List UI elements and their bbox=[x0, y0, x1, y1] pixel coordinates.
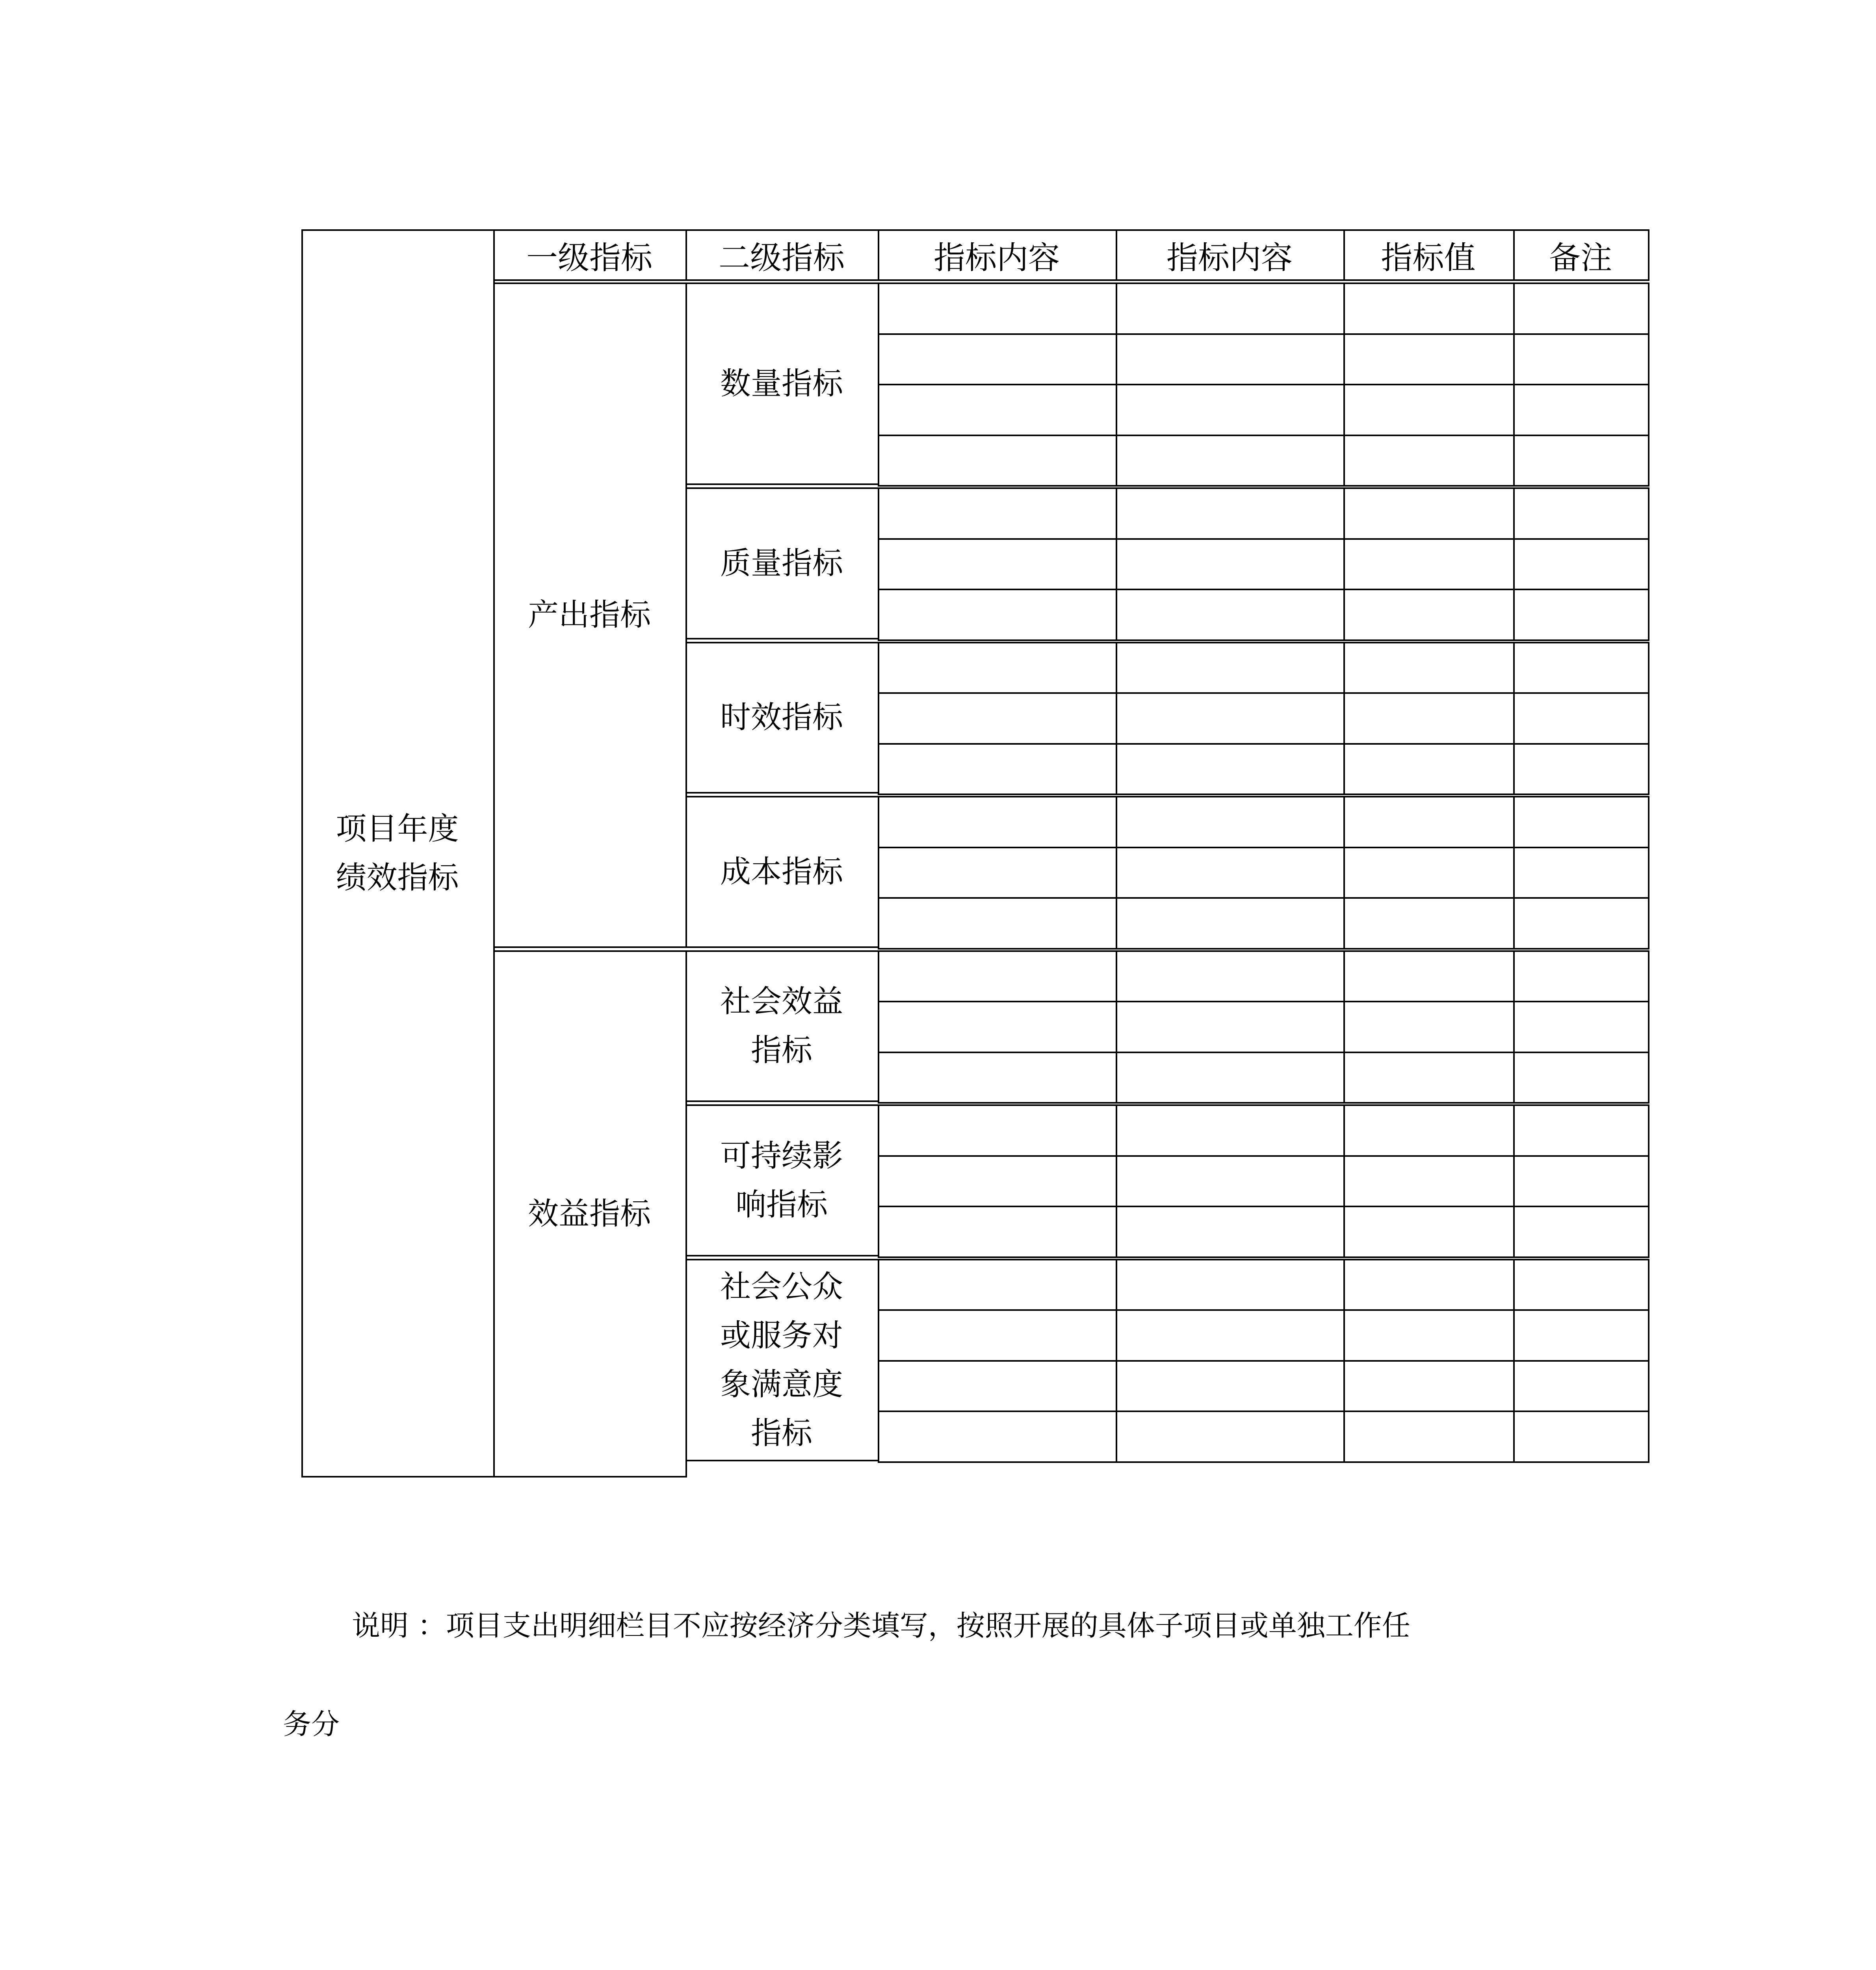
data-cell bbox=[1513, 642, 1649, 694]
data-cell bbox=[1116, 897, 1345, 950]
data-cell bbox=[1513, 950, 1649, 1003]
data-cell bbox=[1116, 589, 1345, 641]
header-level1: 一级指标 bbox=[526, 240, 652, 276]
data-cell bbox=[1116, 333, 1345, 386]
data-cell bbox=[1513, 692, 1649, 745]
data-cell bbox=[1116, 1360, 1345, 1412]
data-cell bbox=[1343, 1052, 1515, 1104]
data-cell bbox=[1116, 1259, 1345, 1311]
level2-label: 成本指标 bbox=[720, 854, 843, 890]
data-cell bbox=[1116, 384, 1345, 436]
data-cell bbox=[1116, 1052, 1345, 1104]
data-cell bbox=[878, 487, 1117, 540]
data-cell bbox=[878, 589, 1117, 641]
level2-label: 可持续影 响指标 bbox=[720, 1138, 843, 1223]
data-cell bbox=[1116, 950, 1345, 1003]
data-cell bbox=[1116, 1001, 1345, 1053]
data-cell bbox=[878, 1001, 1117, 1053]
data-cell bbox=[1343, 796, 1515, 848]
data-cell bbox=[878, 1052, 1117, 1104]
data-cell bbox=[878, 847, 1117, 899]
data-cell bbox=[1513, 1309, 1649, 1362]
data-cell bbox=[1513, 538, 1649, 591]
data-cell bbox=[1116, 692, 1345, 745]
data-cell bbox=[878, 1104, 1117, 1157]
data-cell bbox=[1343, 589, 1515, 641]
data-cell bbox=[1343, 282, 1515, 335]
data-cell bbox=[878, 1259, 1117, 1311]
data-cell bbox=[1116, 642, 1345, 694]
level1-label: 产出指标 bbox=[528, 597, 651, 633]
data-cell bbox=[1116, 743, 1345, 795]
header-remarks: 备注 bbox=[1549, 240, 1612, 276]
data-cell bbox=[1513, 487, 1649, 540]
note-line-2: 务分 bbox=[283, 1708, 340, 1741]
data-cell bbox=[1343, 743, 1515, 795]
data-cell bbox=[878, 333, 1117, 386]
data-cell bbox=[878, 1206, 1117, 1258]
data-cell bbox=[1343, 1259, 1515, 1311]
data-cell bbox=[1513, 589, 1649, 641]
data-cell bbox=[1116, 1104, 1345, 1157]
data-cell bbox=[878, 642, 1117, 694]
data-cell bbox=[878, 897, 1117, 950]
data-cell bbox=[878, 435, 1117, 487]
data-cell bbox=[1513, 1206, 1649, 1258]
data-cell bbox=[878, 1155, 1117, 1208]
data-cell bbox=[1343, 435, 1515, 487]
data-cell bbox=[1343, 847, 1515, 899]
data-cell bbox=[1513, 282, 1649, 335]
data-cell bbox=[1343, 1001, 1515, 1053]
data-cell bbox=[1513, 1411, 1649, 1463]
data-cell bbox=[878, 950, 1117, 1003]
data-cell bbox=[878, 384, 1117, 436]
data-cell bbox=[1513, 743, 1649, 795]
data-cell bbox=[1116, 847, 1345, 899]
header-level2: 二级指标 bbox=[719, 240, 845, 276]
data-cell bbox=[1343, 642, 1515, 694]
data-cell bbox=[878, 743, 1117, 795]
header-value: 指标值 bbox=[1381, 240, 1476, 276]
level2-label: 时效指标 bbox=[720, 700, 843, 736]
data-cell bbox=[878, 692, 1117, 745]
category-label: 项目年度 绩效指标 bbox=[336, 811, 459, 896]
data-cell bbox=[1116, 435, 1345, 487]
data-cell bbox=[1116, 1309, 1345, 1362]
level1-label: 效益指标 bbox=[528, 1196, 651, 1232]
level2-label: 质量指标 bbox=[720, 545, 843, 581]
data-cell bbox=[1116, 1411, 1345, 1463]
data-cell bbox=[1116, 796, 1345, 848]
data-cell bbox=[1343, 1104, 1515, 1157]
data-cell bbox=[1343, 897, 1515, 950]
data-cell bbox=[1513, 1052, 1649, 1104]
data-cell bbox=[1343, 950, 1515, 1003]
data-cell bbox=[878, 538, 1117, 591]
data-cell bbox=[1343, 1155, 1515, 1208]
data-cell bbox=[1513, 897, 1649, 950]
data-cell bbox=[1116, 1155, 1345, 1208]
data-cell bbox=[1513, 1360, 1649, 1412]
data-cell bbox=[1513, 847, 1649, 899]
level2-label: 社会效益 指标 bbox=[720, 984, 843, 1069]
data-cell bbox=[1343, 1411, 1515, 1463]
data-cell bbox=[1116, 538, 1345, 591]
data-cell bbox=[878, 1411, 1117, 1463]
data-cell bbox=[1513, 384, 1649, 436]
data-cell bbox=[1513, 796, 1649, 848]
data-cell bbox=[1343, 692, 1515, 745]
data-cell bbox=[1343, 1360, 1515, 1412]
data-cell bbox=[1343, 538, 1515, 591]
note-line-1: 说明 ：项目支出明细栏目不应按经济分类填写，按照开展的具体子项目或单独工作任 bbox=[352, 1609, 1410, 1642]
data-cell bbox=[1343, 384, 1515, 436]
data-cell bbox=[1116, 1206, 1345, 1258]
data-cell bbox=[878, 282, 1117, 335]
data-cell bbox=[1343, 333, 1515, 386]
data-cell bbox=[1513, 1001, 1649, 1053]
data-cell bbox=[878, 1309, 1117, 1362]
data-cell bbox=[1343, 487, 1515, 540]
data-cell bbox=[1116, 487, 1345, 540]
data-cell bbox=[878, 1360, 1117, 1412]
data-cell bbox=[878, 796, 1117, 848]
data-cell bbox=[1343, 1206, 1515, 1258]
data-cell bbox=[1513, 1155, 1649, 1208]
data-cell bbox=[1513, 1259, 1649, 1311]
data-cell bbox=[1513, 1104, 1649, 1157]
header-content-1: 指标内容 bbox=[934, 240, 1060, 276]
data-cell bbox=[1513, 435, 1649, 487]
level2-label: 社会公众 或服务对 象满意度 指标 bbox=[720, 1269, 843, 1451]
data-cell bbox=[1116, 282, 1345, 335]
data-cell bbox=[1343, 1309, 1515, 1362]
header-content-2: 指标内容 bbox=[1166, 240, 1293, 276]
level2-label: 数量指标 bbox=[720, 366, 843, 401]
data-cell bbox=[1513, 333, 1649, 386]
